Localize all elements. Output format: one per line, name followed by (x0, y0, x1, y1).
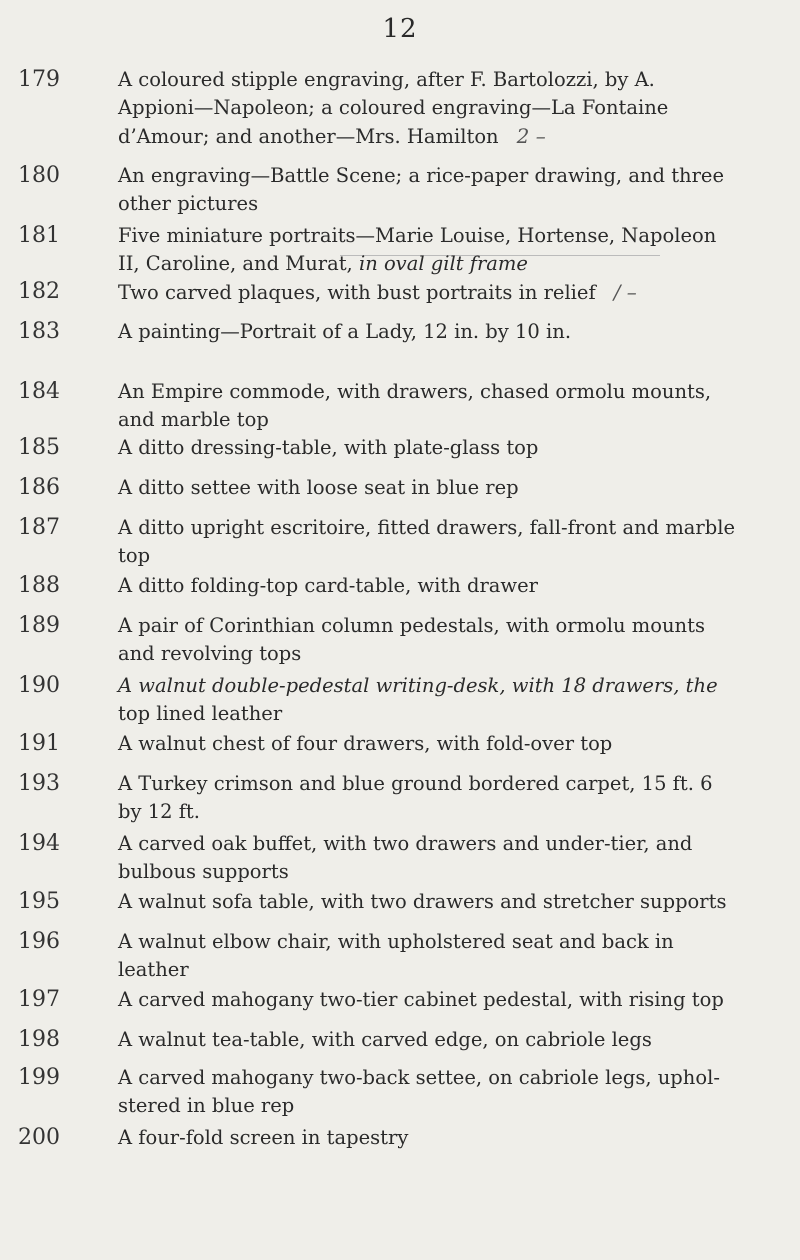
lot-description-line: A ditto upright escritoire, fitted drawers, fall-front and marble (118, 516, 736, 539)
lot-description-line: II, Caroline, and Murat, in oval gilt frame (118, 252, 528, 275)
lot-description-line: A Turkey crimson and blue ground bordered carpet, 15 ft. 6 (118, 772, 713, 795)
lot-number: 184 (18, 379, 60, 404)
lot-number: 197 (18, 987, 60, 1012)
lot-number: 189 (18, 613, 60, 638)
lot-description (118, 1026, 768, 1054)
lot-number: 200 (18, 1125, 60, 1150)
lot-description-line: A ditto settee with loose seat in blue rep (118, 476, 519, 499)
lot-description (118, 514, 768, 570)
lot-description-line: A carved mahogany two-back settee, on cabriole legs, uphol- (118, 1066, 720, 1089)
lot-description-line: by 12 ft. (118, 800, 200, 823)
lot-description (118, 612, 768, 668)
handwritten-price-mark: / – (613, 280, 637, 304)
lot-description-line: A ditto folding-top card-table, with drawer (118, 574, 538, 597)
lot-description (118, 162, 768, 218)
handwritten-price-mark: 2 – (516, 124, 546, 148)
lot-description-line: A walnut tea-table, with carved edge, on cabriole legs (118, 1028, 652, 1051)
lot-description-line: A walnut chest of four drawers, with fold-over top (118, 732, 613, 755)
lot-description (118, 730, 768, 758)
lot-number: 188 (18, 573, 60, 598)
lot-description-line: top lined leather (118, 702, 283, 725)
lot-description-line: Five miniature portraits—Marie Louise, Hortense, Napoleon (118, 224, 717, 247)
lot-number: 194 (18, 831, 60, 856)
lot-number: 181 (18, 223, 60, 248)
lot-number: 199 (18, 1065, 60, 1090)
lot-description-line: other pictures (118, 192, 259, 215)
lot-description-line: top (118, 544, 151, 567)
lot-number: 187 (18, 515, 60, 540)
lot-description-line: A coloured stipple engraving, after F. Bartolozzi, by A. (118, 68, 655, 91)
lot-description-line: and revolving tops (118, 642, 302, 665)
lot-description-line: A four-fold screen in tapestry (118, 1126, 409, 1149)
lot-description (118, 434, 768, 462)
lot-description (118, 830, 768, 886)
lot-number: 186 (18, 475, 60, 500)
lot-description (118, 278, 768, 307)
lot-description-line: An engraving—Battle Scene; a rice-paper drawing, and three (118, 164, 724, 187)
page-number: 12 (382, 14, 418, 44)
lot-description-line: A pair of Corinthian column pedestals, with ormolu mounts (118, 614, 705, 637)
lot-description-line: A carved oak buffet, with two drawers and under-tier, and (118, 832, 693, 855)
lot-description (118, 770, 768, 826)
lot-number: 196 (18, 929, 60, 954)
lot-description-line: A walnut sofa table, with two drawers and stretcher supports (118, 890, 727, 913)
lot-description (118, 1124, 768, 1152)
lot-number: 191 (18, 731, 60, 756)
lot-description-line: leather (118, 958, 189, 981)
lot-number: 195 (18, 889, 60, 914)
lot-description (118, 318, 768, 346)
lot-number: 183 (18, 319, 60, 344)
lot-description-line: A walnut elbow chair, with upholstered seat and back in (118, 930, 674, 953)
lot-description-line: A walnut double-pedestal writing-desk, with 18 drawers, the (118, 674, 718, 697)
lot-description (118, 378, 768, 434)
lot-description-line: Two carved plaques, with bust portraits in relief / – (118, 280, 637, 304)
lot-description-line: bulbous supports (118, 860, 289, 883)
lot-number: 198 (18, 1027, 60, 1052)
lot-description (118, 672, 768, 728)
lot-description-line: A carved mahogany two-tier cabinet pedestal, with rising top (118, 988, 724, 1011)
lot-description (118, 474, 768, 502)
lot-description (118, 986, 768, 1014)
lot-number: 180 (18, 163, 60, 188)
lot-description-line: d’Amour; and another—Mrs. Hamilton 2 – (118, 124, 546, 148)
lot-number: 193 (18, 771, 60, 796)
lot-description (118, 1064, 768, 1120)
lot-description (118, 66, 768, 151)
lot-description (118, 928, 768, 984)
lot-description-line: Appioni—Napoleon; a coloured engraving—La Fontaine (118, 96, 669, 119)
lot-description-line: and marble top (118, 408, 269, 431)
lot-description (118, 572, 768, 600)
lot-description (118, 222, 768, 278)
lot-number: 185 (18, 435, 60, 460)
lot-number: 190 (18, 673, 60, 698)
lot-description-line: An Empire commode, with drawers, chased ormolu mounts, (118, 380, 712, 403)
lot-number: 182 (18, 279, 60, 304)
lot-description-line: A ditto dressing-table, with plate-glass top (118, 436, 539, 459)
lot-number: 179 (18, 67, 60, 92)
lot-description (118, 888, 768, 916)
lot-description-line: A painting—Portrait of a Lady, 12 in. by 10 in. (118, 320, 572, 343)
lot-description-line: stered in blue rep (118, 1094, 295, 1117)
